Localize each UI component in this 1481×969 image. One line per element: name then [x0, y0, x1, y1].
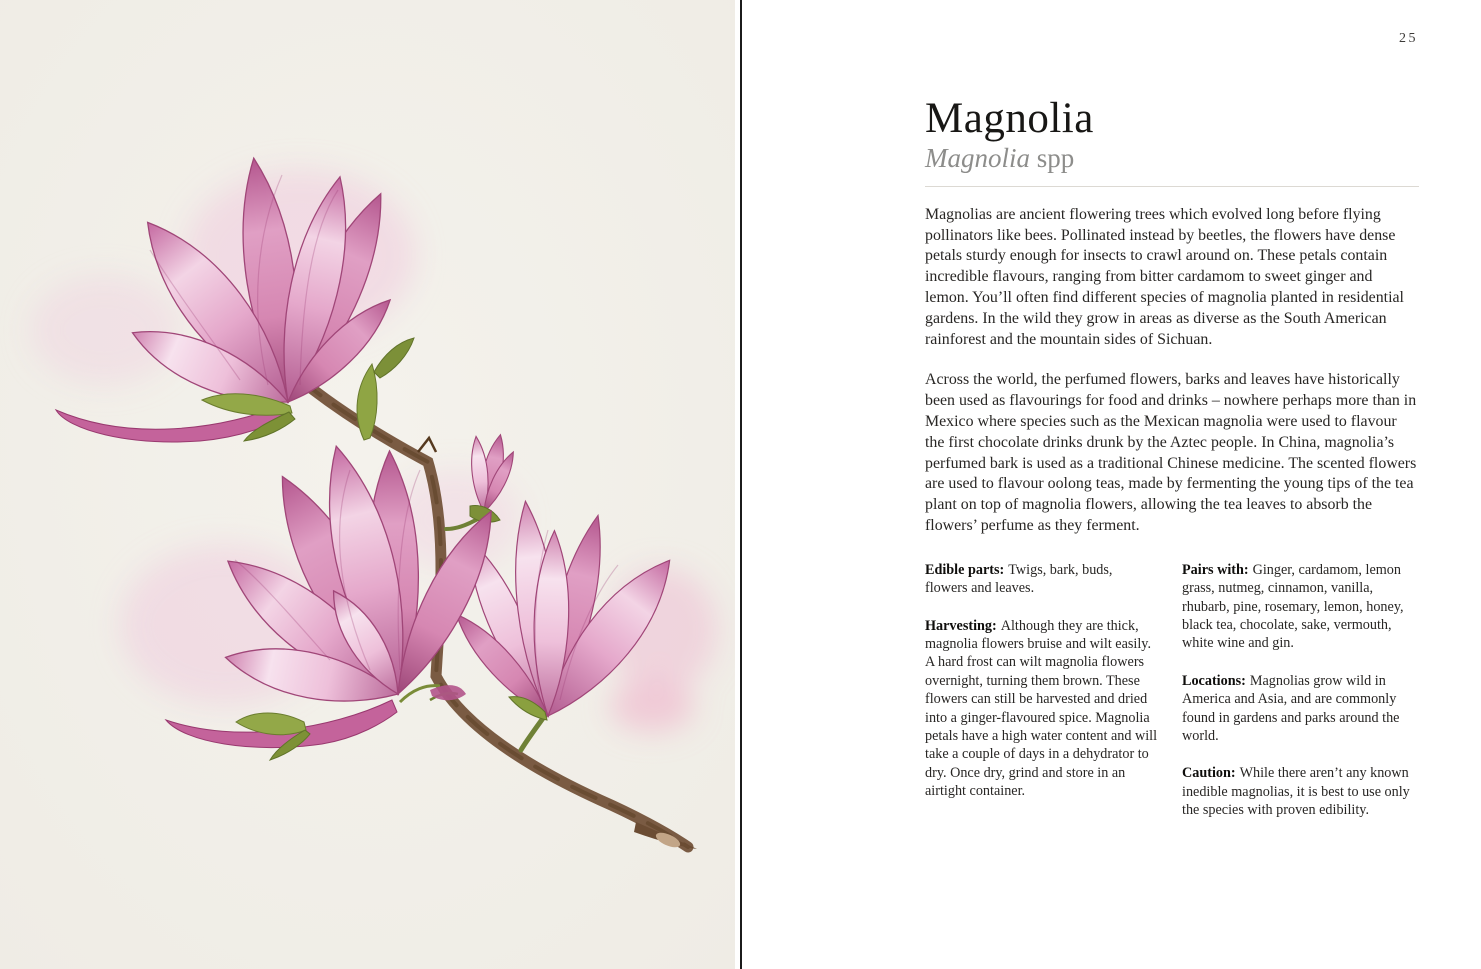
detail-label: Harvesting:: [925, 617, 997, 634]
detail-column-right: [1182, 561, 1419, 839]
detail-text: Magnolias grow wild in America and Asia, and are commonly found in gardens and parks around the world.: [1182, 672, 1400, 745]
detail-harvesting: [925, 617, 1158, 801]
right-page: [742, 0, 1481, 969]
latin-genus: Magnolia: [925, 143, 1030, 174]
page-number: 25: [1399, 31, 1418, 46]
detail-label: Pairs with:: [1182, 561, 1249, 578]
latin-species: spp: [1030, 143, 1075, 174]
detail-text: Although they are thick, magnolia flowers bruise and wilt easily. A hard frost can wilt magnolia flowers overnight, turning them brown. These flowers can still be harvested and dried into a ginger-flavoured spice. Magnolia petals have a high water content and will take a couple of days in a dehydrator to dry. Once dry, grind and store in an airtight container.: [925, 617, 1158, 800]
divider-rule: [925, 186, 1419, 187]
detail-columns: [925, 561, 1419, 839]
detail-column-left: [925, 561, 1158, 839]
latin-name: [925, 144, 1419, 174]
detail-label: Edible parts:: [925, 561, 1005, 578]
left-page: [0, 0, 735, 969]
detail-text: While there aren’t any known inedible magnolias, it is best to use only the species with proven edibility.: [1182, 765, 1410, 819]
detail-pairs-with: [1182, 561, 1419, 653]
body-text: [925, 205, 1419, 537]
detail-caution: [1182, 764, 1419, 819]
page-title: Magnolia: [925, 95, 1094, 142]
paper-background: [0, 0, 735, 969]
detail-label: Caution:: [1182, 765, 1236, 782]
detail-text: Ginger, cardamom, lemon grass, nutmeg, cinnamon, vanilla, rhubarb, pine, rosemary, lemon, honey, black tea, chocolate, sake, vermouth, white wine and gin.: [1182, 561, 1404, 652]
detail-locations: [1182, 672, 1419, 746]
detail-text: Twigs, bark, buds, flowers and leaves.: [925, 561, 1113, 597]
detail-label: Locations:: [1182, 672, 1246, 689]
detail-edible-parts: [925, 561, 1158, 598]
intro-paragraph: Magnolias are ancient flowering trees which evolved long before flying pollinators like bees. Pollinated instead by beetles, the flowers have dense petals sturdy enough for insects to crawl around on. These petals contain incredible flavours, ranging from bitter cardamom to sweet ginger and lemon. You’ll often find different species of magnolia planted in residential gardens. In the wild they grow in areas as diverse as the South American rainforest and the mountain sides of Sichuan.: [925, 205, 1404, 348]
magnolia-illustration: [0, 0, 735, 969]
history-paragraph: Across the world, the perfumed flowers, barks and leaves have historically been used as flavourings for food and drinks – nowhere perhaps more than in Mexico where species such as the Mexican magnolia were used to flavour the first chocolate drinks drunk by the Aztec people. In China, magnolia’s perfumed bark is used as a traditional Chinese medicine. The scented flowers are used to flavour oolong teas, made by fermenting the young tips of the tea plant on top of magnolia flowers, allowing the tea leaves to absorb the flowers’ perfume as they ferment.: [925, 371, 1417, 534]
